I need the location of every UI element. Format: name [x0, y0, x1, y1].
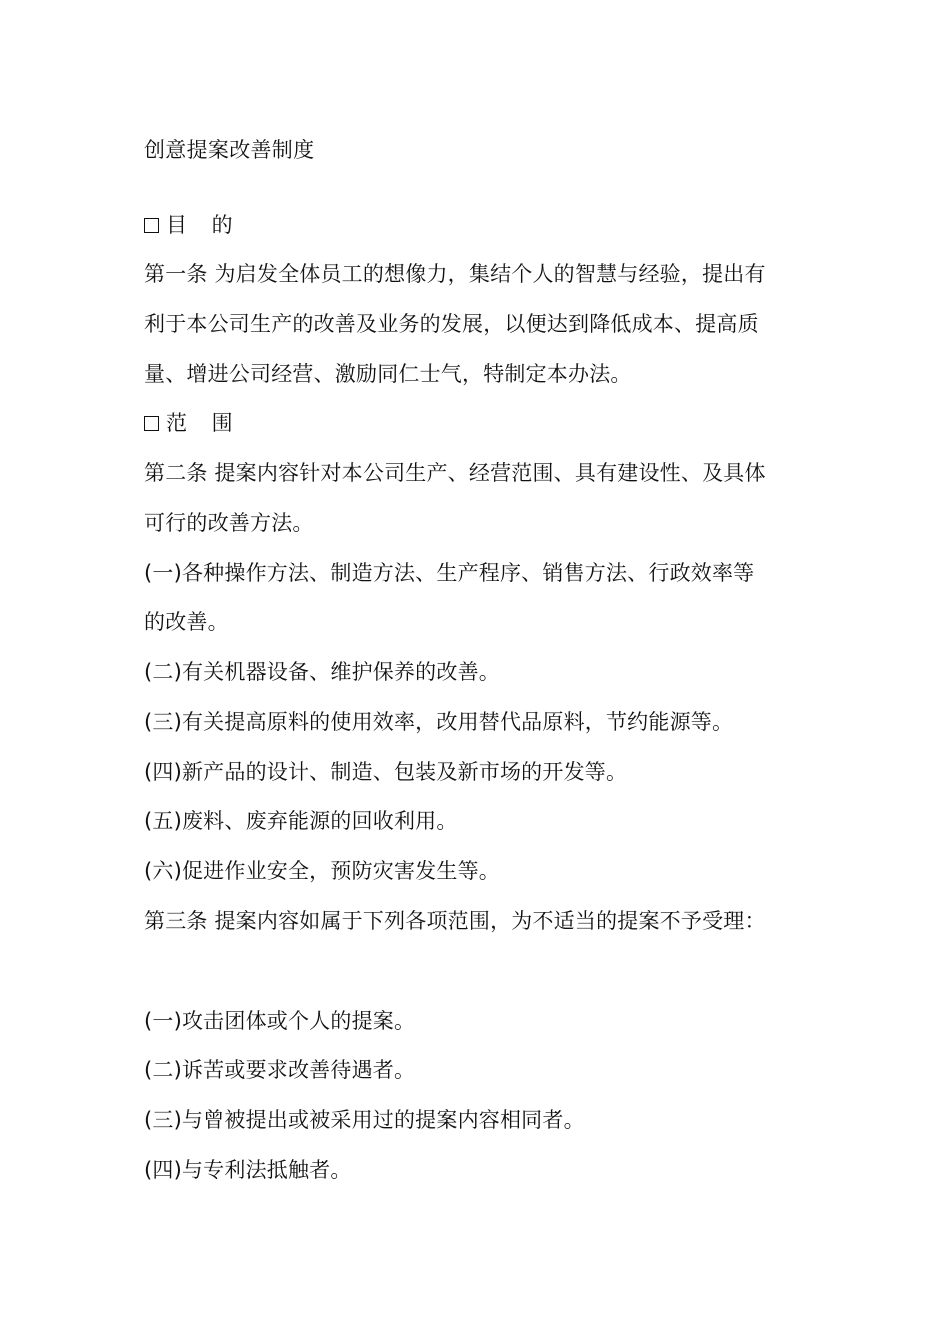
section-heading-text: 范 围: [166, 411, 242, 435]
document-title: 创意提案改善制度: [144, 138, 315, 162]
paragraph-line: 第二条 提案内容针对本公司生产、经营范围、具有建设性、及具体: [144, 461, 766, 485]
list-item: (四)与专利法抵触者。: [144, 1158, 352, 1182]
list-item-continuation: 的改善。: [144, 610, 229, 634]
checkbox-square-icon: [144, 218, 159, 233]
list-item: (二)有关机器设备、维护保养的改善。: [144, 660, 500, 684]
section-heading-text: 目 的: [166, 213, 242, 237]
list-item: (三)与曾被提出或被采用过的提案内容相同者。: [144, 1108, 585, 1132]
list-item: (四)新产品的设计、制造、包装及新市场的开发等。: [144, 760, 628, 784]
paragraph-line: 量、增进公司经营、激励同仁士气，特制定本办法。: [144, 362, 632, 386]
list-item: (五)废料、废弃能源的回收利用。: [144, 809, 458, 833]
section-heading-scope: [144, 408, 808, 438]
checkbox-square-icon: [144, 416, 159, 431]
list-item: (一)各种操作方法、制造方法、生产程序、销售方法、行政效率等: [144, 561, 755, 585]
list-item: (三)有关提高原料的使用效率，改用替代品原料，节约能源等。: [144, 710, 734, 734]
paragraph-line: 利于本公司生产的改善及业务的发展，以便达到降低成本、提高质: [144, 312, 759, 336]
list-item: (一)攻击团体或个人的提案。: [144, 1009, 416, 1033]
section-heading-purpose: [144, 210, 808, 240]
paragraph-line: 第一条 为启发全体员工的想像力，集结个人的智慧与经验，提出有: [144, 262, 766, 286]
list-item: (二)诉苦或要求改善待遇者。: [144, 1058, 416, 1082]
paragraph-line: 可行的改善方法。: [144, 511, 314, 535]
list-item: (六)促进作业安全，预防灾害发生等。: [144, 859, 500, 883]
paragraph-line: 第三条 提案内容如属于下列各项范围，为不适当的提案不予受理：: [144, 909, 766, 933]
